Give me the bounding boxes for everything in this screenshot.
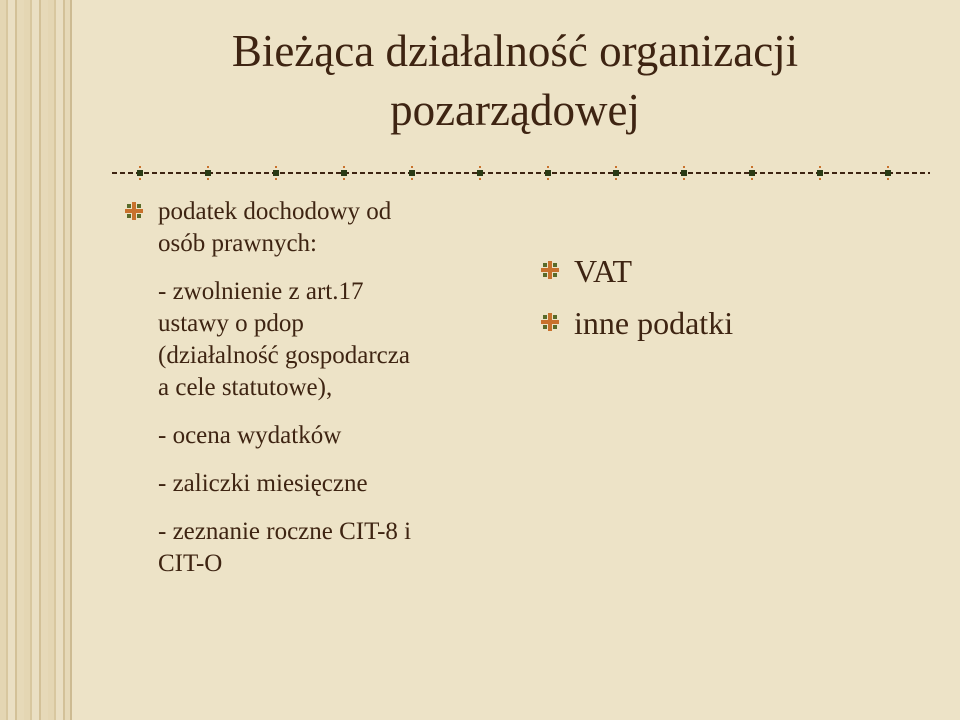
- bullet-item-inne-podatki: [540, 304, 920, 342]
- bullet-heading: [158, 196, 494, 260]
- paragraph-zeznanie: [158, 516, 494, 580]
- left-column: [124, 196, 494, 596]
- bullet-item-podatek: [124, 196, 494, 580]
- heading-line-1: podatek dochodowy od: [158, 198, 392, 225]
- paragraph-zwolnienie: [158, 276, 494, 404]
- paragraph-ocena: - ocena wydatków: [158, 422, 342, 449]
- title-line-1: Bieżąca działalność organizacji: [231, 26, 799, 76]
- p4-line-1: - zeznanie roczne CIT-8 i: [158, 518, 412, 545]
- ornament-bullet-icon: [540, 312, 560, 332]
- inne-podatki-label: inne podatki: [574, 305, 734, 341]
- ornament-bullet-icon: [124, 201, 144, 221]
- p4-line-2: CIT-O: [158, 550, 223, 577]
- slide-title: [80, 22, 950, 140]
- p1-line-3: (działalność gospodarcza: [158, 342, 410, 369]
- ornament-bullet-icon: [540, 260, 560, 280]
- p1-line-4: a cele statutowe),: [158, 374, 333, 401]
- vat-label: VAT: [574, 253, 633, 289]
- paragraph-zaliczki: - zaliczki miesięczne: [158, 470, 368, 497]
- p1-line-1: - zwolnienie z art.17: [158, 278, 364, 305]
- right-column: [540, 252, 920, 356]
- bullet-item-vat: [540, 252, 920, 290]
- decorative-stripes: [0, 0, 72, 720]
- heading-line-2: osób prawnych:: [158, 230, 317, 257]
- p1-line-2: ustawy o pdop: [158, 310, 304, 337]
- dashed-divider: [112, 163, 930, 183]
- title-line-2: pozarządowej: [390, 85, 640, 135]
